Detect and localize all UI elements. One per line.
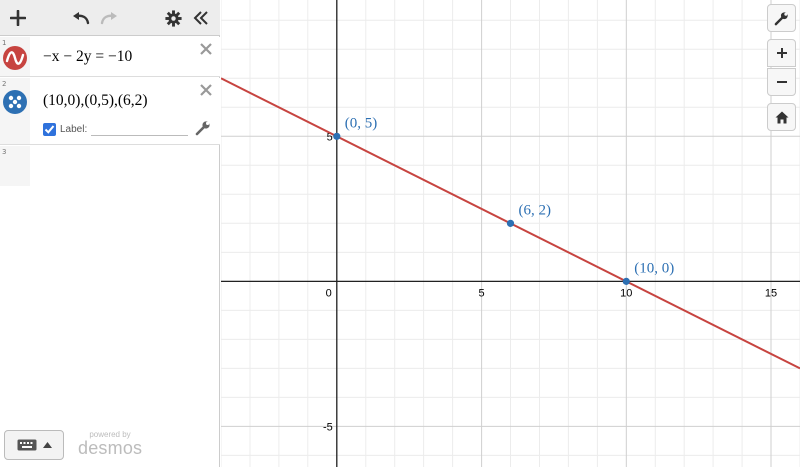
point-label: (6, 2) bbox=[518, 202, 551, 219]
caret-up-icon bbox=[43, 442, 52, 448]
expression-panel bbox=[0, 0, 220, 467]
home-icon bbox=[775, 111, 789, 124]
keyboard-icon bbox=[17, 439, 37, 451]
delete-expression-icon[interactable] bbox=[199, 42, 213, 56]
expression-toolbar bbox=[0, 0, 220, 36]
y-tick-label: 5 bbox=[326, 131, 333, 144]
desmos-logo: desmos bbox=[78, 438, 143, 458]
label-checkbox[interactable] bbox=[43, 123, 56, 136]
point-label: (0, 5) bbox=[344, 115, 378, 132]
minus-icon bbox=[776, 76, 788, 88]
expression-number: 3 bbox=[2, 148, 7, 156]
zoom-out-button[interactable] bbox=[767, 68, 796, 96]
minor-grid bbox=[221, 0, 800, 467]
x-tick-label: 0 bbox=[325, 287, 332, 300]
expression-gutter bbox=[0, 78, 30, 144]
keyboard-toggle-button[interactable] bbox=[4, 430, 64, 460]
points-icon[interactable] bbox=[3, 90, 27, 114]
graph-paper[interactable] bbox=[221, 0, 800, 467]
expression-gutter bbox=[0, 37, 30, 76]
settings-button[interactable] bbox=[160, 0, 186, 36]
expression-math[interactable]: (10,0),(0,5),(6,2) bbox=[43, 92, 148, 109]
redo-icon bbox=[100, 11, 118, 25]
plus-icon bbox=[776, 47, 788, 59]
zoom-in-button[interactable] bbox=[767, 39, 796, 67]
x-tick-label: 10 bbox=[620, 287, 633, 300]
x-tick-label: 15 bbox=[764, 287, 778, 300]
add-item-button[interactable] bbox=[4, 0, 32, 36]
point-label: (10, 0) bbox=[634, 260, 675, 277]
label-toggle bbox=[43, 121, 87, 137]
double-chevron-left-icon bbox=[193, 11, 209, 25]
collapse-panel-button[interactable] bbox=[188, 0, 214, 36]
x-tick-label: 5 bbox=[478, 287, 485, 300]
expression-math[interactable]: −x − 2y = −10 bbox=[43, 48, 133, 65]
desmos-branding bbox=[78, 430, 142, 457]
graph-settings-button[interactable] bbox=[767, 4, 796, 32]
expression-number: 2 bbox=[2, 80, 7, 88]
point-marker[interactable] bbox=[507, 220, 514, 227]
checkmark-icon bbox=[44, 124, 55, 135]
undo-button[interactable] bbox=[68, 0, 94, 36]
point-marker[interactable] bbox=[333, 133, 340, 140]
label-text-input[interactable] bbox=[91, 135, 188, 136]
wrench-icon bbox=[774, 11, 789, 26]
line-graph-icon[interactable] bbox=[3, 46, 27, 70]
expression-number: 1 bbox=[2, 39, 7, 47]
tick-labels bbox=[323, 131, 777, 433]
expression-row-3[interactable] bbox=[0, 146, 220, 186]
powered-by-text: powered by bbox=[89, 430, 131, 439]
gear-icon bbox=[165, 10, 182, 27]
expression-gutter bbox=[0, 146, 30, 186]
default-viewport-button[interactable] bbox=[767, 103, 796, 131]
point-marker[interactable] bbox=[623, 278, 630, 285]
plus-icon bbox=[10, 10, 26, 26]
redo-button[interactable] bbox=[96, 0, 122, 36]
points bbox=[333, 115, 674, 285]
wrench-icon[interactable] bbox=[195, 120, 211, 136]
y-tick-label: -5 bbox=[323, 421, 333, 434]
delete-expression-icon[interactable] bbox=[199, 83, 213, 97]
expression-row-1[interactable] bbox=[0, 37, 220, 77]
label-toggle-text: Label: bbox=[60, 123, 88, 135]
expression-row-2[interactable] bbox=[0, 78, 220, 145]
undo-icon bbox=[72, 11, 90, 25]
